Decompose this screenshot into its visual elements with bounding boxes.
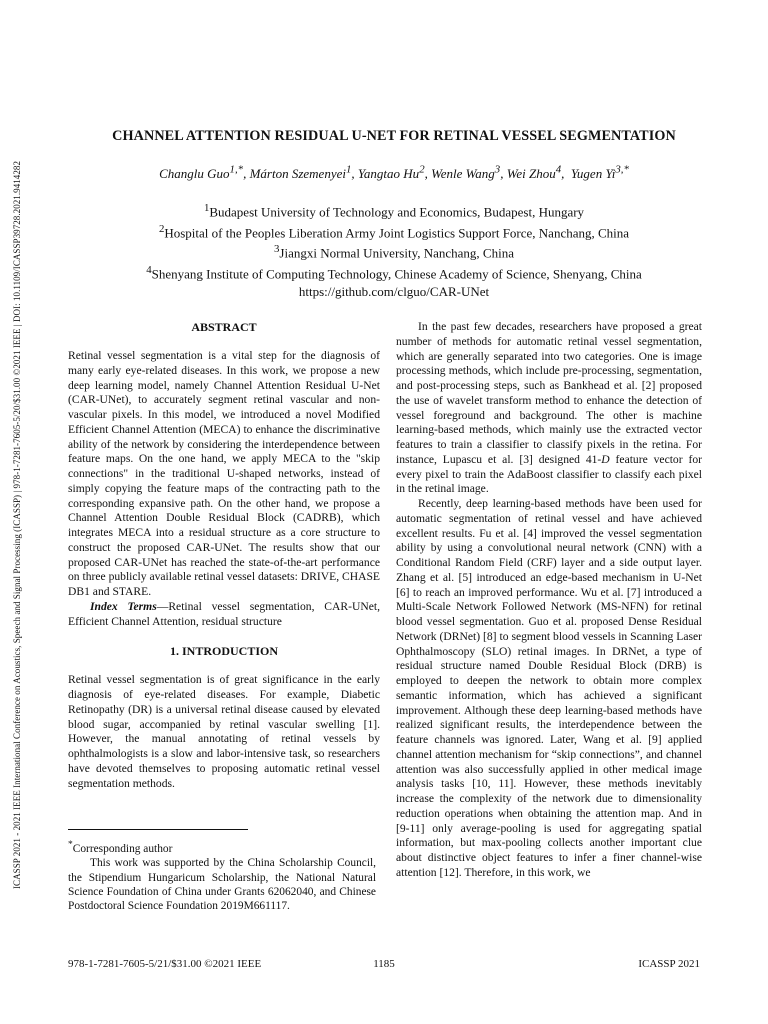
author: Changlu Guo$^{1,*}$, [159,164,250,182]
footnote-divider [68,829,248,830]
introduction-paragraph: Recently, deep learning-based methods have been used for automatic segmentation of retinal vessel and have achieved excellent results. Fu et al. [4] improved the vessel segmentation ability by using a convolutional neural network (CNN) with a Conditional Random Field (CRF) layer and a side output layer. Zhang et al. [5] introduced an edge-based mechanism in U-Net [6] to reach an improved performance. Wu et al. [7] introduced a Multi-Scale Network Followed Network (MS-NFN) for retinal blood vessel segmentation. Guo et al. proposed Dense Residual Network (DRNet) [8] to segment blood vessels in Scanning Laser Ophthalmoscopy (SLO) retinal images. In DRNet, a type of residual structure named Double Residual Block (DRB) is employed to deepen the network to obtain more complex semantic information, which has achieved a significant improvement. Although these deep learning-based methods have realized significant results, the interdependence between the feature channels was ignored. Later, Wang et al. [9] applied channel attention mechanism for “skip connections”, and channel attention was also successfully applied in other medical image analysis tasks [10, 11]. However, these methods inevitably increase the complexity of the network due to dimensionality reduction operations when obtaining the attention map. And in [9-11] only average-pooling is used for aggregating spatial information, but max-pooling collects another important clue about distinctive object features to infer a finer channel-wise attention [12]. Therefore, in this work, we [396,497,702,879]
footer-venue: ICASSP 2021 [638,958,700,970]
footer-isbn: 978-1-7281-7605-5/21/$31.00 ©2021 IEEE [68,958,262,970]
abstract-heading: ABSTRACT [191,320,257,334]
page-number: 1185 [373,958,395,970]
index-terms: Index Terms—Retinal vessel segmentation, CAR-UNet, Efficient Channel Attention, residual structure [68,599,380,628]
index-terms-text: Retinal vessel segmentation, CAR-UNet, Efficient Channel Attention, residual structure [68,599,380,628]
paper-title: CHANNEL ATTENTION RESIDUAL U-NET FOR RETINAL VESSEL SEGMENTATION [112,128,676,144]
author: Wei Zhou$^4$, [506,164,568,182]
introduction-heading: 1. INTRODUCTION [169,644,278,659]
affiliation-line: $^3$Jiangxi Normal University, Nanchang, China [274,243,514,261]
sidebar-citation-text: ICASSP 2021 - 2021 IEEE International Conference on Acoustics, Speech and Signal Processing (ICASSP) | 978-1-7281-7605-5/20/$31.00 ©2021 IEEE | DOI: 10.1109/ICASSP39728.2021.9414282 [12,161,22,890]
repository-link[interactable]: https://github.com/clguo/CAR-UNet [298,283,490,299]
author-list [60,164,728,182]
author: Yangtao Hu$^2$, [357,164,432,182]
affiliation-line: $^4$Shenyang Institute of Computing Technology, Chinese Academy of Science, Shenyang, China [146,264,642,282]
footnote [68,838,376,914]
author: Wenle Wang$^3$, [431,164,507,182]
introduction-paragraph: Retinal vessel segmentation is of great significance in the early diagnosis of eye-related diseases. For example, Diabetic Retinopathy (DR) is a universal retinal disease caused by elevated blood sugar, accompanied by retinal vascular swelling [1]. However, the manual annotating of retinal vessels by ophthalmologists is a slow and labor-intensive task, so researchers have devoted themselves to proposing automatic retinal vessel segmentation methods. [68,673,380,790]
introduction-paragraph: In the past few decades, researchers have proposed a great number of methods for automatic retinal vessel segmentation, which are generally separated into two categories. One is image processing methods, which include pre-processing, segmentation, and post-processing steps, such as Bankhead et al. [2] proposed the use of wavelet transform method to enhance the detection of vessel foreground and background. The other is machine learning-based methods, which mainly use the extracted vector features to train a classifier to classify pixels in the retina. For instance, Lupascu et al. [3] designed 41-D feature vector for every pixel to train the AdaBoost classifier to classify each pixel in the retinal image. [396,320,702,496]
corresponding-author-note: *Corresponding author [68,840,173,855]
funding-note: This work was supported by the China Scholarship Council, the Stipendium Hungaricum Scholarship, the National Natural Science Foundation of China under Grants 62062040, and Chinese Postdoctoral Science Foundation 2019M661117. [68,857,376,913]
affiliation-line: $^2$Hospital of the Peoples Liberation Army Joint Logistics Support Force, Nanchang, China [158,222,630,241]
author: Yugen $Yi^{3,*}$ [570,164,629,182]
index-terms-label: Index Terms [90,599,157,613]
affiliations [60,200,728,300]
right-column [396,320,702,881]
abstract-text: Retinal vessel segmentation is a vital step for the diagnosis of many early eye-related diseases. In this work, we propose a new deep learning model, namely Channel Attention Residual U-Net (CAR-UNet), to accurately segment retinal vascular and non-vascular pixels. In this model, we introduced a novel Modified Efficient Channel Attention (MECA) to enhance the discriminative ability of the network by considering the interdependence between feature maps. On the one hand, we apply MECA to the "skip connections" in the traditional U-shaped networks, instead of simply copying the feature maps of the contracting path to the corresponding expansive path. On the other hand, we propose a Channel Attention Double Residual Block (CADRB), which integrates MECA into a residual structure as a core structure to construct the proposed CAR-UNet. The results show that our proposed CAR-UNet has reached the state-of-the-art performance on three publicly available retinal vessel datasets: DRIVE, CHASE DB1 and STARE. [68,349,380,598]
author: Márton Szemenyei$^1$, [249,164,358,182]
affiliation-line: $^1$Budapest University of Technology and Economics, Budapest, Hungary [203,202,585,220]
sidebar-citation [9,98,25,952]
left-column [68,320,380,791]
